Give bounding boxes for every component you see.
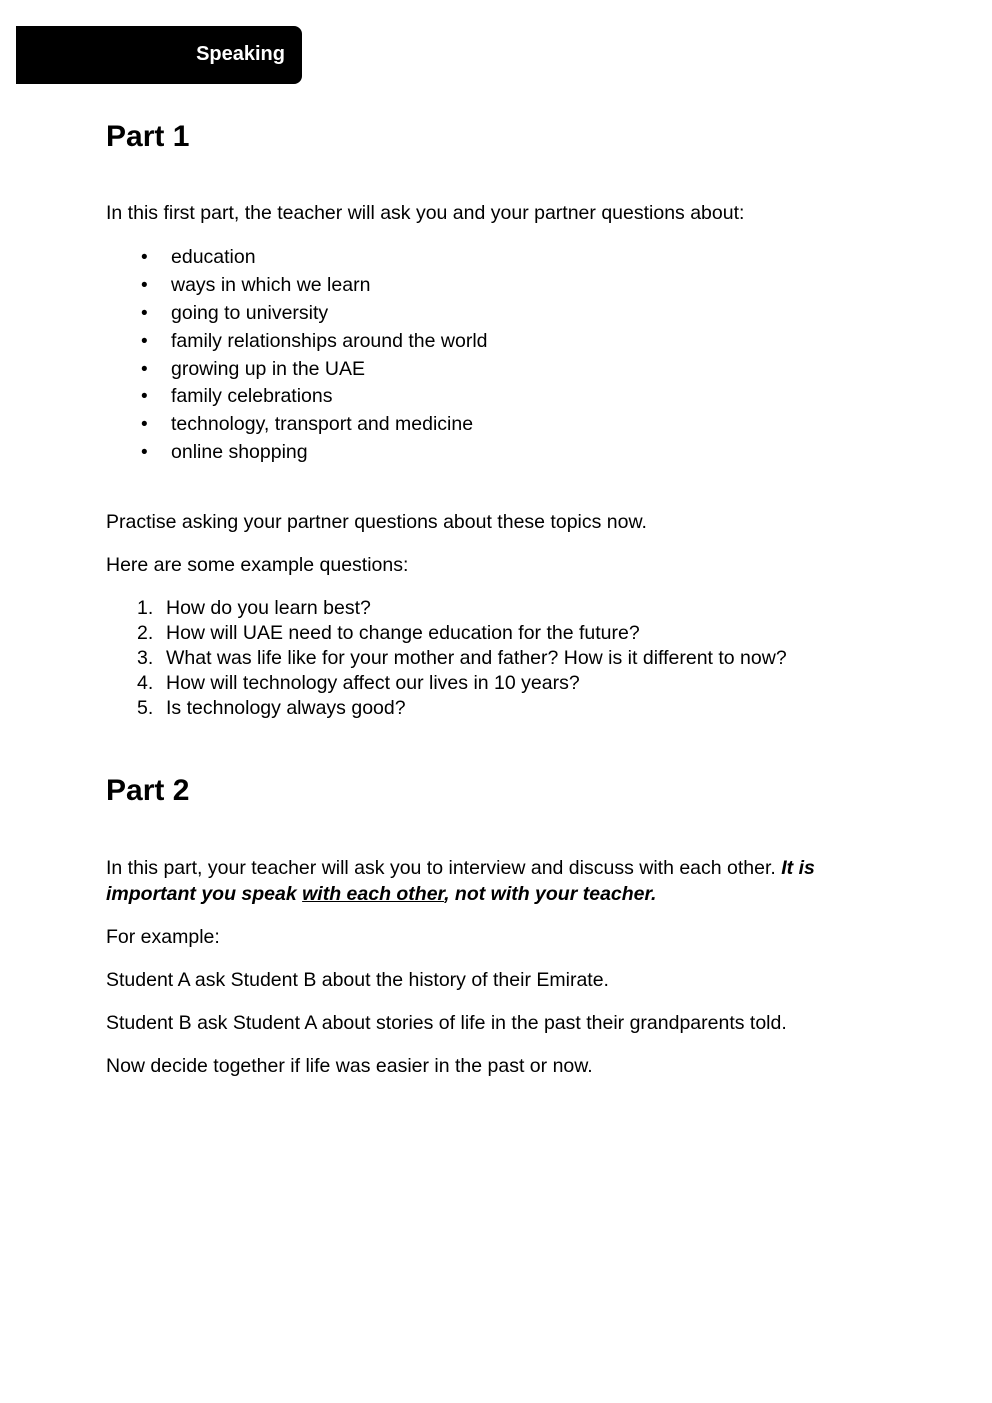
list-item xyxy=(106,646,787,671)
topic-text: growing up in the UAE xyxy=(171,357,366,380)
question-text: How will UAE need to change education for the future? xyxy=(166,621,640,644)
list-item xyxy=(106,696,787,721)
bullet-icon: • xyxy=(141,247,148,268)
list-item xyxy=(106,356,488,384)
list-item xyxy=(106,411,488,439)
part1-intro: In this first part, the teacher will ask you and your partner questions about: xyxy=(106,202,745,224)
section-tab-label: Speaking xyxy=(196,43,285,65)
example-questions-list xyxy=(106,596,787,720)
student-b-task: Student B ask Student A about stories of life in the past their grandparents told. xyxy=(106,1012,787,1034)
examples-intro: Here are some example questions: xyxy=(106,554,409,576)
bullet-icon: • xyxy=(141,302,148,324)
bullet-icon: • xyxy=(141,386,148,408)
bullet-icon: • xyxy=(141,330,148,352)
question-text: Is technology always good? xyxy=(166,696,406,719)
question-text: How do you learn best? xyxy=(166,597,371,619)
question-number: 1. xyxy=(137,597,154,619)
list-item xyxy=(106,439,488,467)
list-item xyxy=(106,671,787,696)
topic-text: technology, transport and medicine xyxy=(171,413,474,436)
part1-heading: Part 1 xyxy=(106,120,190,153)
bullet-icon: • xyxy=(141,442,148,464)
topic-text: family celebrations xyxy=(171,385,333,408)
list-item xyxy=(106,272,488,300)
section-tab xyxy=(16,26,302,84)
practise-text: Practise asking your partner questions about these topics now. xyxy=(106,511,647,533)
question-number: 2. xyxy=(137,621,154,644)
topic-text: online shopping xyxy=(171,441,308,464)
topic-text: education xyxy=(171,246,256,268)
bullet-icon: • xyxy=(141,274,148,296)
for-example-label: For example: xyxy=(106,926,220,948)
list-item xyxy=(106,244,488,272)
topic-list xyxy=(106,244,488,467)
topic-text: ways in which we learn xyxy=(171,273,371,296)
question-text: What was life like for your mother and father? How is it different to now? xyxy=(166,646,787,669)
student-a-task: Student A ask Student B about the history of their Emirate. xyxy=(106,969,609,991)
question-number: 4. xyxy=(137,671,154,694)
part2-intro-emphasis-a: It is important you speak xyxy=(106,857,815,905)
bullet-icon: • xyxy=(141,414,148,436)
topic-text: family relationships around the world xyxy=(171,329,488,352)
list-item xyxy=(106,328,488,356)
list-item xyxy=(106,621,787,646)
bullet-icon: • xyxy=(141,358,148,380)
topic-text: going to university xyxy=(171,301,329,324)
part2-intro xyxy=(106,855,866,907)
part2-heading: Part 2 xyxy=(106,774,190,807)
list-item xyxy=(106,383,488,411)
discussion-task: Now decide together if life was easier in the past or now. xyxy=(106,1055,593,1077)
part2-intro-plain: In this part, your teacher will ask you to interview and discuss with each other. xyxy=(106,857,782,879)
part2-intro-underlined: with each other xyxy=(302,883,445,905)
part2-intro-emphasis-b: , not with your teacher. xyxy=(444,883,657,905)
question-text: How will technology affect our lives in 10 years? xyxy=(166,671,580,694)
list-item xyxy=(106,596,787,621)
question-number: 3. xyxy=(137,646,154,669)
list-item xyxy=(106,300,488,328)
question-number: 5. xyxy=(137,696,154,719)
